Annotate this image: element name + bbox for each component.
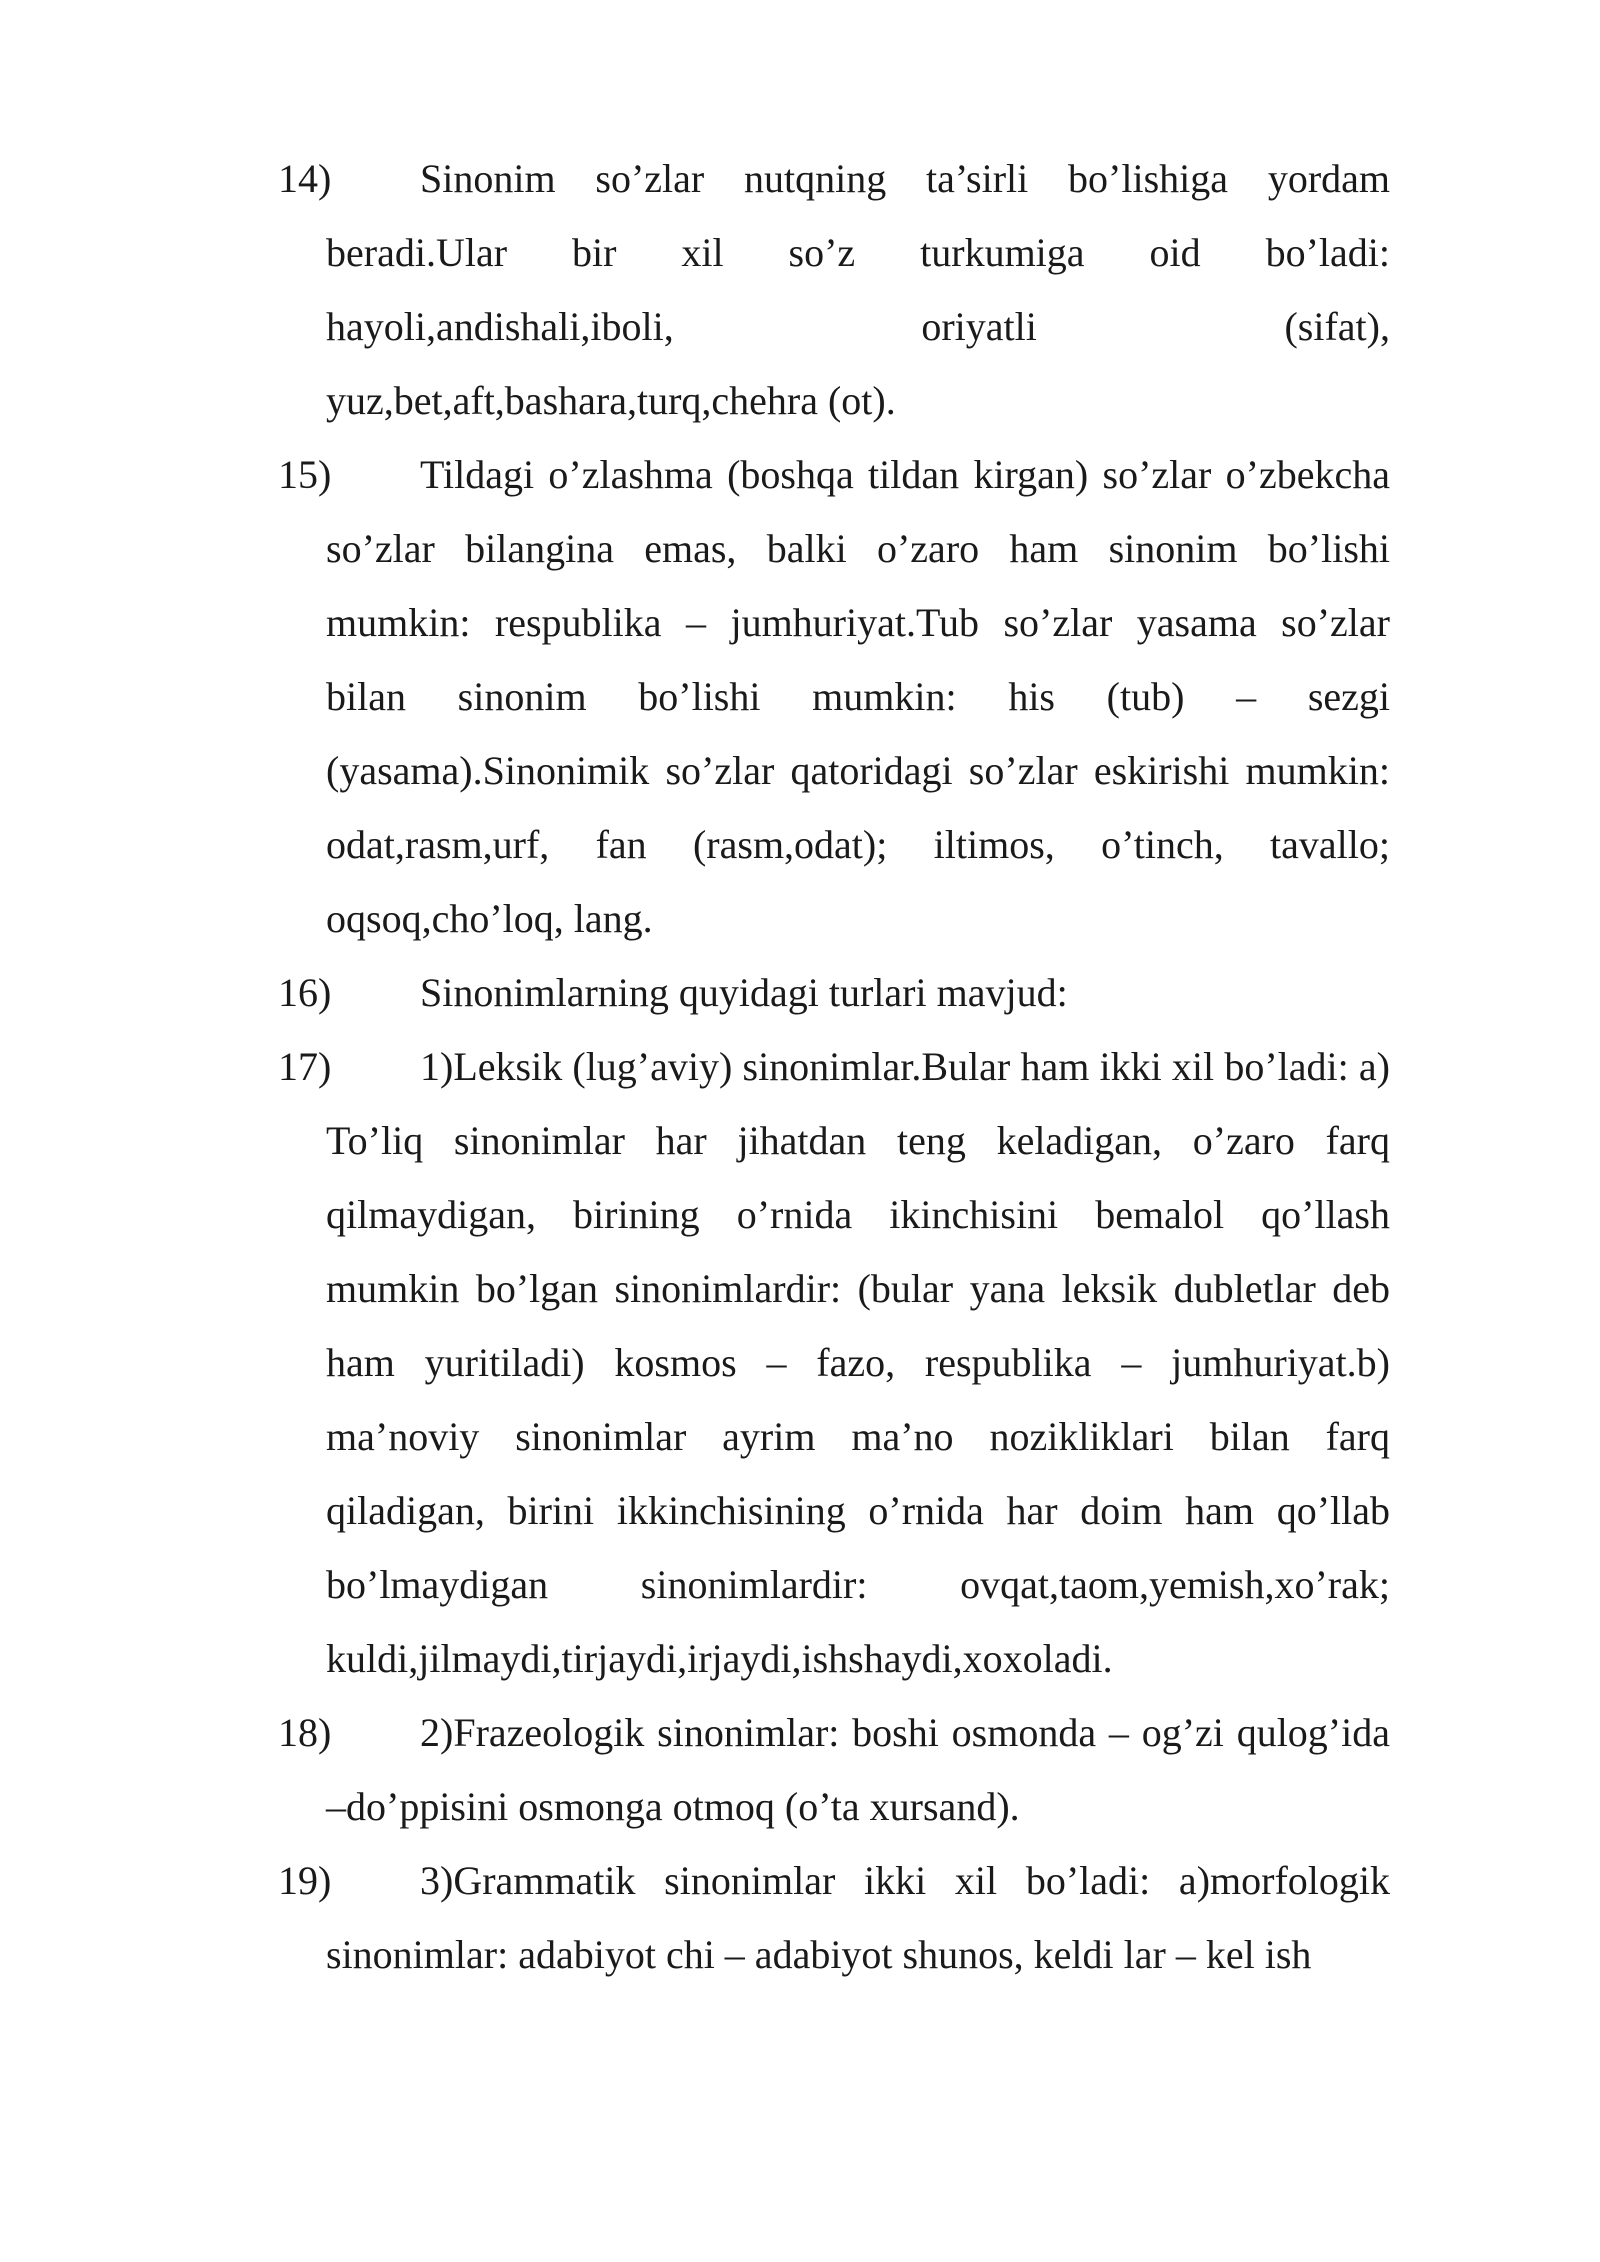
- item-number: 19): [278, 1858, 332, 1903]
- item-text: Sinonimlarning quyidagi turlari mavjud:: [420, 970, 1068, 1015]
- item-number: 14): [278, 156, 332, 201]
- item-text: Tildagi o’zlashma (boshqa tildan kirgan) so’zlar o’zbekcha so’zlar bilangina emas, balki o’zaro ham sinonim bo’lishi mumkin: respublika – jumhuriyat.Tub so’zlar yasama so’zlar bilan sinonim bo’lishi mumkin: his (tub) – sezgi (yasama).Sinonimik so’zlar qatoridagi so’zlar eskirishi mumkin: odat,rasm,urf, fan (rasm,odat); iltimos, o’tinch, tavallo; oqsoq,cho’loq, lang.: [326, 452, 1390, 941]
- list-item: [278, 1696, 1390, 1844]
- item-text: Sinonim so’zlar nutqning ta’sirli bo’lishiga yordam beradi.Ular bir xil so’z turkumiga oid bo’ladi: hayoli,andishali,iboli, oriyatli (sifat), yuz,bet,aft,bashara,turq,chehra (ot).: [326, 156, 1390, 423]
- item-text: 3)Grammatik sinonimlar ikki xil bo’ladi: a)morfologik sinonimlar: adabiyot chi – adabiyot shunos, keldi lar – kel ish: [326, 1858, 1390, 1977]
- item-number: 16): [278, 970, 332, 1015]
- document-body: [278, 142, 1390, 1992]
- list-item: [278, 1030, 1390, 1696]
- item-number: 15): [278, 452, 332, 497]
- list-item: [278, 956, 1390, 1030]
- list-item: [278, 142, 1390, 438]
- item-text: 1)Leksik (lug’aviy) sinonimlar.Bular ham ikki xil bo’ladi: a) To’liq sinonimlar har jihatdan teng keladigan, o’zaro farq qilmaydigan, birining o’rnida ikinchisini bemalol qo’llash mumkin bo’lgan sinonimlardir: (bular yana leksik dubletlar deb ham yuritiladi) kosmos – fazo, respublika – jumhuriyat.b) ma’noviy sinonimlar ayrim ma’no nozikliklari bilan farq qiladigan, birini ikkinchisining o’rnida har doim ham qo’llab bo’lmaydigan sinonimlardir: ovqat,taom,yemish,xo’rak; kuldi,jilmaydi,tirjaydi,irjaydi,ishshaydi,xoxoladi.: [326, 1044, 1390, 1681]
- list-item: [278, 438, 1390, 956]
- list-item: [278, 1844, 1390, 1992]
- item-text: 2)Frazeologik sinonimlar: boshi osmonda – og’zi qulog’ida –do’ppisini osmonga otmoq (o’ta xursand).: [326, 1710, 1390, 1829]
- item-number: 18): [278, 1710, 332, 1755]
- item-number: 17): [278, 1044, 332, 1089]
